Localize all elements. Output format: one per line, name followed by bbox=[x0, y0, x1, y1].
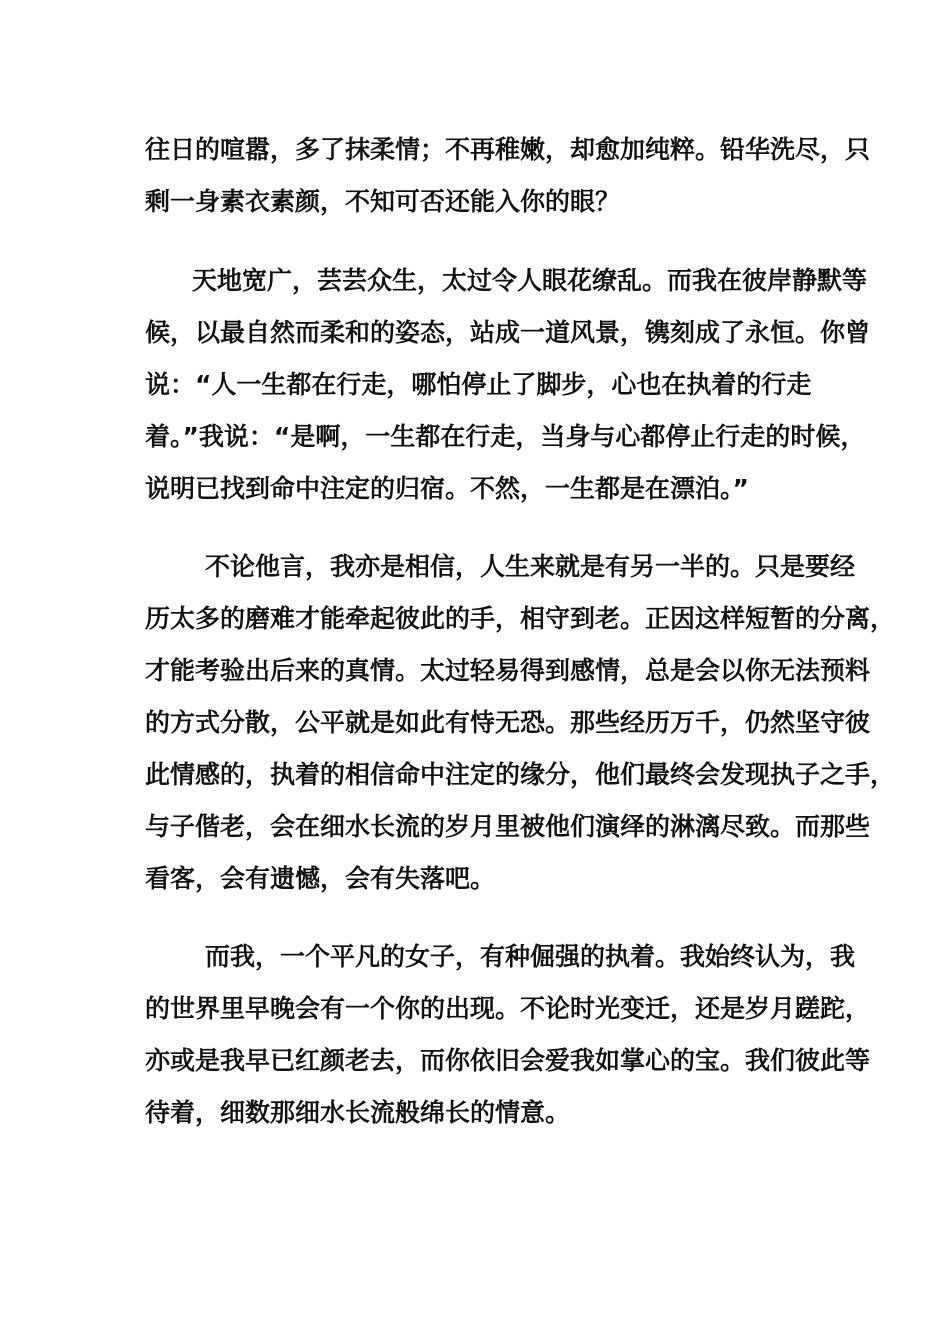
paragraph-4-line-1: 而我，一个平凡的女子，有种倔强的执着。我始终认为，我 bbox=[205, 942, 856, 971]
paragraph-3-line-2: 历太多的磨难才能牵起彼此的手，相守到老。正因这样短暂的分离， bbox=[145, 604, 896, 633]
paragraph-4-line-3: 亦或是我早已红颜老去，而你依旧会爱我如掌心的宝。我们彼此等 bbox=[145, 1046, 871, 1075]
paragraph-2-line-3: 说：“人一生都在行走，哪怕停止了脚步，心也在执着的行走 bbox=[145, 370, 812, 399]
paragraph-1-line-1: 往日的喧嚣，多了抹柔情；不再稚嫩，却愈加纯粹。铅华洗尽，只 bbox=[145, 135, 871, 164]
paragraph-3-line-6: 与子偕老，会在细水长流的岁月里被他们演绎的淋漓尽致。而那些 bbox=[145, 812, 871, 841]
paragraph-2-line-1: 天地宽广，芸芸众生，太过令人眼花缭乱。而我在彼岸静默等 bbox=[192, 266, 868, 295]
paragraph-4-line-4: 待着，细数那细水长流般绵长的情意。 bbox=[145, 1098, 571, 1127]
paragraph-2-line-2: 候，以最自然而柔和的姿态，站成一道风景，镌刻成了永恒。你曾 bbox=[145, 318, 871, 347]
paragraph-1-line-2: 剩一身素衣素颜，不知可否还能入你的眼？ bbox=[145, 187, 621, 216]
paragraph-4-line-2: 的世界里早晚会有一个你的出现。不论时光变迁，还是岁月蹉跎， bbox=[145, 994, 871, 1023]
paragraph-3-line-1: 不论他言，我亦是相信，人生来就是有另一半的。只是要经 bbox=[205, 552, 856, 581]
paragraph-2-line-4: 着。”我说：“是啊，一生都在行走，当身与心都停止行走的时候， bbox=[145, 422, 866, 451]
paragraph-3-line-4: 的方式分散，公平就是如此有恃无恐。那些经历万千，仍然坚守彼 bbox=[145, 708, 871, 737]
paragraph-2-line-5: 说明已找到命中注定的归宿。不然，一生都是在漂泊。” bbox=[145, 474, 749, 503]
paragraph-3-line-5: 此情感的，执着的相信命中注定的缘分，他们最终会发现执子之手， bbox=[145, 760, 896, 789]
paragraph-3-line-7: 看客，会有遗憾，会有失落吧。 bbox=[145, 864, 496, 893]
paragraph-3-line-3: 才能考验出后来的真情。太过轻易得到感情，总是会以你无法预料 bbox=[145, 656, 871, 685]
